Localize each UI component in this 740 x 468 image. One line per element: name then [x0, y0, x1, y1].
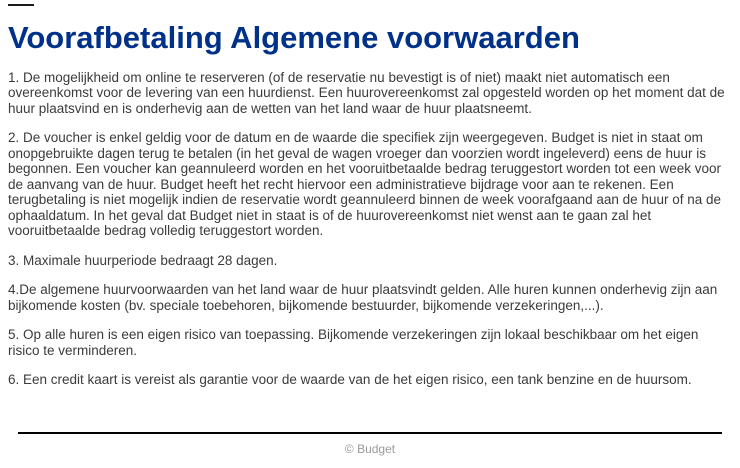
copyright-text: © Budget	[344, 442, 396, 456]
terms-paragraph-4: 4.De algemene huurvoorwaarden van het land waar de huur plaatsvindt gelden. Alle huren kunnen onderhevig zijn aan bijkomende kosten (bv. speciale toebehoren, bijkomende bestuurder, bijkomende verzekeringen,...).	[8, 282, 718, 313]
terms-content	[0, 70, 740, 388]
footer-divider	[18, 432, 722, 434]
terms-paragraph-3: 3. Maximale huurperiode bedraagt 28 dagen.	[8, 252, 278, 268]
page-title: Voorafbetaling Algemene voorwaarden	[8, 20, 580, 55]
page-footer	[0, 432, 740, 456]
terms-paragraph-2: 2. De voucher is enkel geldig voor de datum en de waarde die specifiek zijn weergegeven. Budget is niet in staat om onopgebruikte dagen terug te betalen (in het geval de wagen vroeger dan voorzien wordt ingeleverd) eens de huur is begonnen. Een voucher kan geannuleerd worden en het vooruitbetaalde bedrag teruggestort worden tot een week voor de aanvang van de huur. Budget heeft het recht hiervoor een administratieve bijdrage voor aan te rekenen. Een terugbetaling is niet mogelijk indien de reservatie wordt geannuleerd binnen de week voorafgaand aan de huur of na de ophaaldatum. In het geval dat Budget niet in staat is of de huurovereenkomst niet wenst aan te gaan zal het vooruitbetaalde bedrag volledig teruggestort worden.	[8, 130, 722, 239]
terms-paragraph-6: 6. Een credit kaart is vereist als garantie voor de waarde van de het eigen risico, een tank benzine en de huursom.	[8, 372, 692, 388]
top-left-dash	[8, 4, 34, 6]
terms-paragraph-5: 5. Op alle huren is een eigen risico van toepassing. Bijkomende verzekeringen zijn lokaal beschikbaar om het eigen risico te verminderen.	[8, 327, 699, 358]
terms-paragraph-1: 1. De mogelijkheid om online te reserveren (of de reservatie nu bevestigt is of niet) maakt niet automatisch een overeenkomst voor de levering van een huurdienst. Een huurovereenkomst zal opgesteld worden op het moment dat de huur plaatsvind en is onderhevig aan de wetten van het land waar de huur plaatsneemt.	[8, 69, 725, 116]
